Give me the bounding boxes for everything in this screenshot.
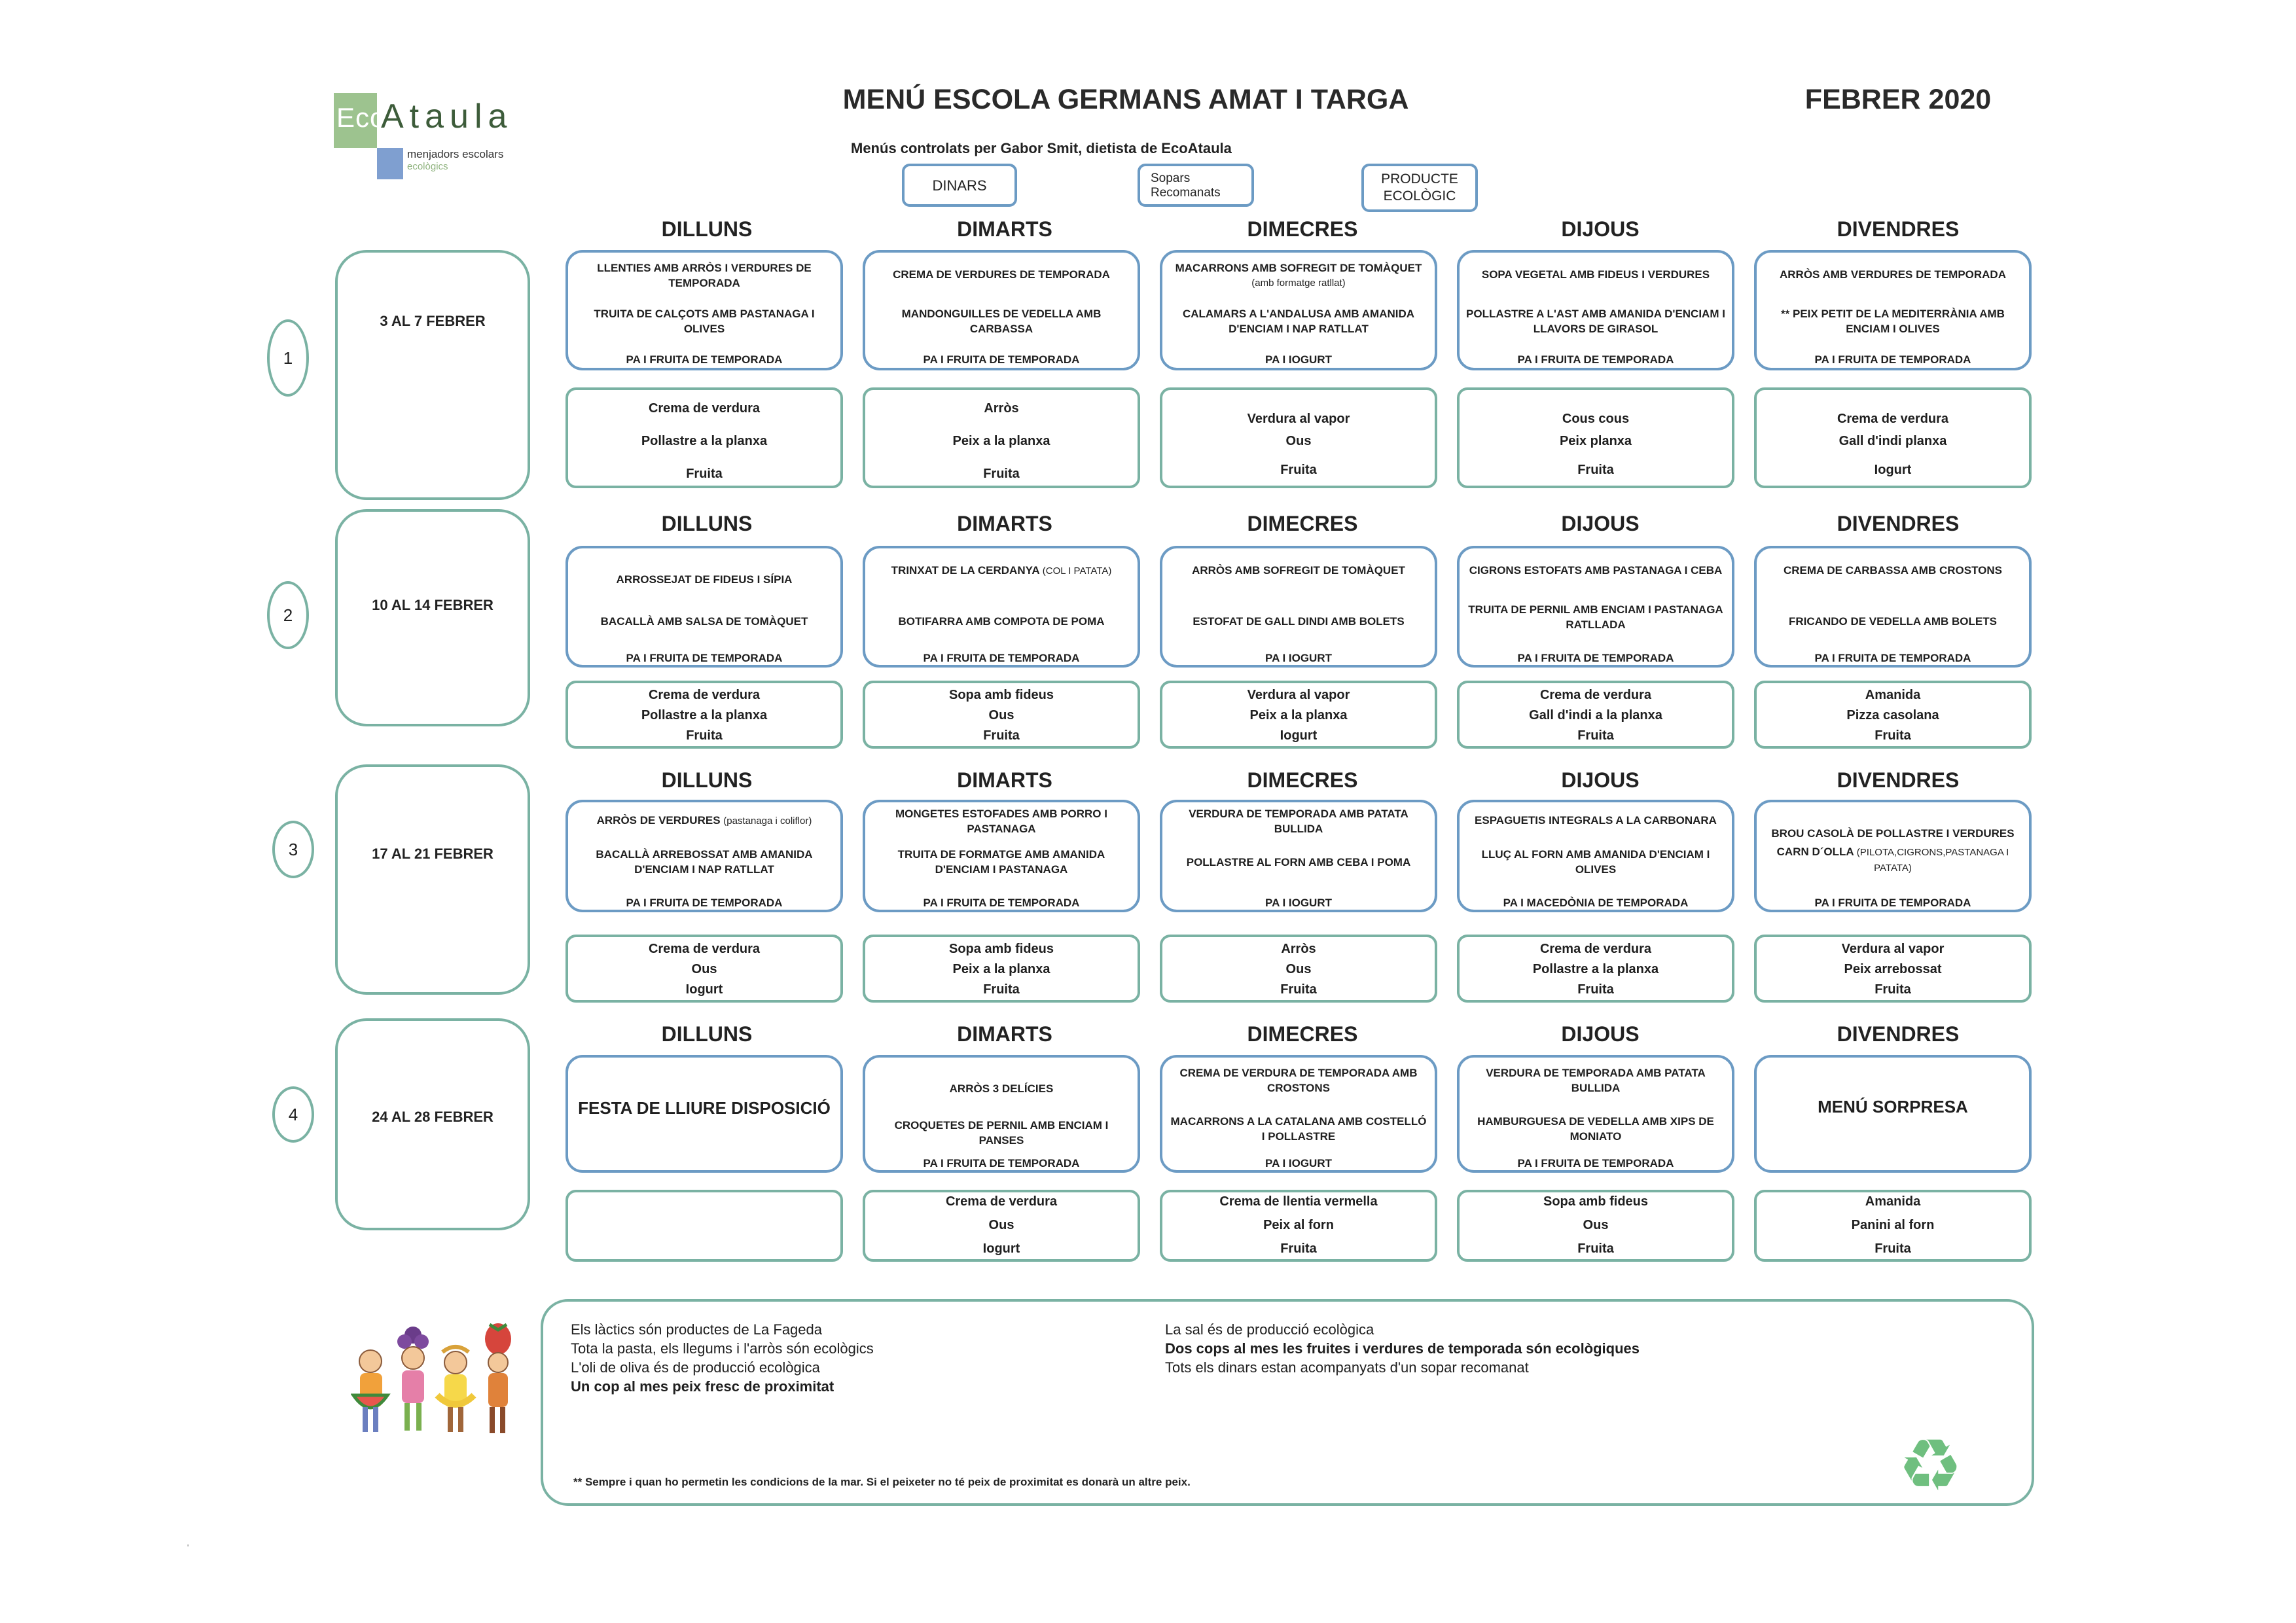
- dinner-item: Iogurt: [1280, 728, 1318, 743]
- fruit-children-illustration: [351, 1322, 521, 1446]
- lunch-first-course: ARRÒS 3 DELÍCIES: [949, 1082, 1054, 1095]
- dayname-dilluns: DILLUNS: [661, 768, 753, 792]
- dayname-dimecres: DIMECRES: [1247, 768, 1358, 792]
- note-item: Tota la pasta, els llegums i l'arròs són ecològics: [571, 1340, 874, 1357]
- dinner-item: Fruita: [983, 728, 1020, 743]
- dinner-item: Ous: [988, 708, 1014, 722]
- dinner-item: Cous cous: [1562, 412, 1630, 426]
- dinner-card: [1160, 387, 1437, 488]
- week-label: 10 AL 14 FEBRER: [372, 597, 493, 613]
- week-box: [335, 509, 530, 726]
- dinner-item: Iogurt: [982, 1241, 1020, 1256]
- lunch-dessert: PA I FRUITA DE TEMPORADA: [923, 897, 1080, 909]
- dinner-card: [1160, 681, 1437, 749]
- lunch-second-course: BACALLÀ ARREBOSSAT AMB AMANIDA D'ENCIAM I NAP RATLLAT: [596, 848, 813, 876]
- dinner-item: Iogurt: [685, 982, 723, 997]
- week-box: [335, 1018, 530, 1230]
- dinner-item: Amanida: [1865, 688, 1921, 702]
- dinner-item: Crema de verdura: [648, 688, 761, 702]
- lunch-dessert: PA I FRUITA DE TEMPORADA: [1814, 353, 1971, 366]
- footer-notes-box: [541, 1299, 2034, 1506]
- dinner-item: Fruita: [686, 728, 723, 743]
- dinner-item: Ous: [1285, 434, 1312, 448]
- lunch-second-course: HAMBURGUESA DE VEDELLA AMB XIPS DE MONIATO: [1477, 1115, 1714, 1143]
- week-box: [335, 250, 530, 500]
- dinner-item: Ous: [691, 962, 717, 976]
- dinner-item: Peix a la planxa: [952, 434, 1050, 448]
- lunch-first-course: ARRÒS AMB VERDURES DE TEMPORADA: [1779, 268, 2006, 281]
- week-box: [335, 764, 530, 995]
- dietist-note: Menús controlats per Gabor Smit, dietista de EcoAtaula: [851, 140, 1232, 156]
- dinner-item: Crema de verdura: [648, 401, 761, 416]
- dinner-item: Arròs: [1281, 942, 1316, 956]
- dinner-card: [1457, 935, 1734, 1003]
- dayname-dijous: DIJOUS: [1561, 1022, 1640, 1046]
- lunch-first-course: CREMA DE VERDURA DE TEMPORADA AMB CROSTONS: [1179, 1067, 1418, 1094]
- week-number: 4: [272, 1086, 314, 1143]
- notes-right: [1165, 1320, 1640, 1377]
- dinner-card: [565, 387, 843, 488]
- lunch-card: [1160, 546, 1437, 668]
- lunch-second-course: ** PEIX PETIT DE LA MEDITERRÀNIA AMB ENCIAM I OLIVES: [1781, 308, 2005, 335]
- lunch-card: [1754, 800, 2032, 912]
- dinner-item: Fruita: [1577, 728, 1614, 743]
- lunch-card: [1457, 250, 1734, 370]
- lunch-second-course: CARN D´OLLA: [1776, 846, 1854, 858]
- dinner-card: [1457, 1190, 1734, 1262]
- dinner-card: [863, 681, 1140, 749]
- lunch-dessert: PA I FRUITA DE TEMPORADA: [626, 353, 783, 366]
- lunch-surprise: MENÚ SORPRESA: [1818, 1097, 1968, 1116]
- lunch-first-course: SOPA VEGETAL AMB FIDEUS I VERDURES: [1481, 268, 1710, 281]
- lunch-card: [1160, 800, 1437, 912]
- dinner-item: Fruita: [1577, 1241, 1614, 1256]
- lunch-second-course: POLLASTRE A L'AST AMB AMANIDA D'ENCIAM I LLAVORS DE GIRASOL: [1466, 308, 1725, 335]
- lunch-card: [1160, 250, 1437, 370]
- dinner-item: Crema de verdura: [648, 942, 761, 956]
- dinner-item: Fruita: [1280, 982, 1317, 997]
- dinner-item: Fruita: [983, 467, 1020, 481]
- lunch-second-course: FRICANDO DE VEDELLA AMB BOLETS: [1789, 615, 1997, 628]
- dinner-card: [1457, 681, 1734, 749]
- lunch-card: [1457, 800, 1734, 912]
- dayname-dilluns: DILLUNS: [661, 512, 753, 535]
- dinner-item: Pollastre a la planxa: [641, 434, 768, 448]
- lunch-card: [1457, 546, 1734, 668]
- lunch-dessert: PA I FRUITA DE TEMPORADA: [1814, 897, 1971, 909]
- logo-eco-text: Eco: [336, 102, 386, 133]
- lunch-dessert: PA I MACEDÒNIA DE TEMPORADA: [1503, 897, 1689, 909]
- dinner-item: Verdura al vapor: [1841, 942, 1945, 956]
- dinner-card: [565, 935, 843, 1003]
- lunch-second-course: CROQUETES DE PERNIL AMB ENCIAM I PANSES: [894, 1119, 1109, 1147]
- dinner-item: Fruita: [1577, 463, 1614, 477]
- lunch-card: [1754, 1055, 2032, 1173]
- dinner-card: [1754, 935, 2032, 1003]
- lunch-dessert: PA I FRUITA DE TEMPORADA: [1814, 652, 1971, 664]
- dinner-item: Peix a la planxa: [1249, 708, 1348, 722]
- dinner-item: Fruita: [1280, 1241, 1317, 1256]
- lunch-first-course-note: (pastanaga i coliflor): [723, 815, 812, 827]
- dinner-item: Sopa amb fideus: [948, 942, 1054, 956]
- lunch-second-course: BOTIFARRA AMB COMPOTA DE POMA: [898, 615, 1105, 628]
- lunch-second-course: TRUITA DE CALÇOTS AMB PASTANAGA I OLIVES: [594, 308, 815, 335]
- lunch-dessert: PA I FRUITA DE TEMPORADA: [923, 652, 1080, 664]
- dinner-item: Pollastre a la planxa: [641, 708, 768, 722]
- lunch-card: [565, 800, 843, 912]
- legend-dinars-label: DINARS: [932, 177, 987, 194]
- lunch-first-course-note: (amb formatge ratllat): [1251, 277, 1346, 289]
- dinner-card: [1754, 387, 2032, 488]
- dinner-card: [1457, 387, 1734, 488]
- lunch-second-course: POLLASTRE AL FORN AMB CEBA I POMA: [1186, 856, 1411, 868]
- dinner-item: Arròs: [984, 401, 1019, 416]
- dayname-divendres: DIVENDRES: [1837, 1022, 1960, 1046]
- lunch-card: [565, 546, 843, 668]
- logo-subtitle-eco: ecològics: [407, 161, 448, 172]
- footnote: ** Sempre i quan ho permetin les condicions de la mar. Si el peixeter no té peix de proximitat es donarà un altre peix.: [573, 1476, 1191, 1488]
- legend-sopars-line2: Recomanats: [1151, 186, 1221, 200]
- dinner-item: Amanida: [1865, 1194, 1921, 1209]
- lunch-first-course: ARRÒS DE VERDURES: [596, 814, 721, 827]
- dinner-item: Gall d'indi planxa: [1839, 434, 1947, 448]
- dinner-item: Sopa amb fideus: [1543, 1194, 1649, 1209]
- dayname-dijous: DIJOUS: [1561, 217, 1640, 241]
- lunch-second-course: MANDONGUILLES DE VEDELLA AMB CARBASSA: [901, 308, 1102, 335]
- week-number: 3: [272, 821, 314, 878]
- lunch-card: [1160, 1055, 1437, 1173]
- note-item: Dos cops al mes les fruites i verdures de temporada són ecològiques: [1165, 1340, 1640, 1357]
- legend-sopars: [1138, 164, 1254, 207]
- lunch-first-course: BROU CASOLÀ DE POLLASTRE I VERDURES: [1771, 827, 2015, 840]
- week-label: 17 AL 21 FEBRER: [372, 846, 493, 862]
- dinner-item: Peix a la planxa: [952, 962, 1050, 976]
- note-item: Els làctics són productes de La Fageda: [571, 1321, 823, 1338]
- lunch-second-course: MACARRONS A LA CATALANA AMB COSTELLÓ I POLLASTRE: [1170, 1115, 1427, 1143]
- lunch-second-course: CALAMARS A L'ANDALUSA AMB AMANIDA D'ENCIAM I NAP RATLLAT: [1182, 308, 1415, 335]
- lunch-second-course: TRUITA DE FORMATGE AMB AMANIDA D'ENCIAM I PASTANAGA: [897, 848, 1105, 876]
- dayname-dimarts: DIMARTS: [957, 217, 1052, 241]
- note-item: L'oli de oliva és de producció ecològica: [571, 1359, 820, 1376]
- dinner-item: Peix arrebossat: [1844, 962, 1942, 976]
- dinner-item: Crema de verdura: [945, 1194, 1058, 1209]
- dinner-item: Fruita: [1874, 1241, 1911, 1256]
- lunch-dessert: PA I FRUITA DE TEMPORADA: [1517, 1157, 1674, 1169]
- dinner-item: Ous: [1583, 1218, 1609, 1232]
- lunch-dessert: PA I IOGURT: [1265, 1157, 1332, 1169]
- lunch-second-course: LLUÇ AL FORN AMB AMANIDA D'ENCIAM I OLIVES: [1481, 848, 1710, 876]
- dinner-item: Panini al forn: [1851, 1218, 1935, 1232]
- dinner-item: Fruita: [1280, 463, 1317, 477]
- dinner-item: Crema de llentia vermella: [1219, 1194, 1378, 1209]
- dayname-dilluns: DILLUNS: [661, 217, 753, 241]
- dinner-card: [863, 387, 1140, 488]
- dinner-card: [1160, 935, 1437, 1003]
- dinner-item: Crema de verdura: [1837, 412, 1949, 426]
- lunch-card: [1754, 546, 2032, 668]
- dayname-dijous: DIJOUS: [1561, 768, 1640, 792]
- dayname-dimarts: DIMARTS: [957, 768, 1052, 792]
- lunch-dessert: PA I FRUITA DE TEMPORADA: [923, 1157, 1080, 1169]
- lunch-first-course: ESPAGUETIS INTEGRALS A LA CARBONARA: [1475, 814, 1717, 827]
- lunch-first-course: VERDURA DE TEMPORADA AMB PATATA BULLIDA: [1486, 1067, 1706, 1094]
- dinner-item: Ous: [988, 1218, 1014, 1232]
- lunch-dessert: PA I FRUITA DE TEMPORADA: [1517, 353, 1674, 366]
- dayname-dimecres: DIMECRES: [1247, 1022, 1358, 1046]
- dinner-item: Peix al forn: [1263, 1218, 1334, 1232]
- logo-ataula-text: Ataula: [381, 98, 513, 135]
- dinner-item: Iogurt: [1874, 463, 1912, 477]
- dayname-dilluns: DILLUNS: [661, 1022, 753, 1046]
- dinner-card: [1754, 1190, 2032, 1262]
- dinner-card: [863, 1190, 1140, 1262]
- lunch-first-course: ARROSSEJAT DE FIDEUS I SÍPIA: [616, 573, 793, 586]
- dinner-item: Verdura al vapor: [1247, 688, 1350, 702]
- dinner-card-empty: [565, 1190, 843, 1262]
- lunch-first-course: LLENTIES AMB ARRÒS I VERDURES DE TEMPORADA: [597, 262, 812, 289]
- dayname-dimarts: DIMARTS: [957, 512, 1052, 535]
- lunch-first-course: MONGETES ESTOFADES AMB PORRO I PASTANAGA: [895, 808, 1107, 835]
- dayname-divendres: DIVENDRES: [1837, 217, 1960, 241]
- legend-sopars-line1: Sopars: [1151, 171, 1191, 185]
- dinner-card: [565, 681, 843, 749]
- week-number: 2: [267, 581, 309, 649]
- lunch-dessert: PA I IOGURT: [1265, 652, 1332, 664]
- legend-producte-line1: PRODUCTE: [1381, 171, 1458, 187]
- logo-subtitle: menjadors escolars: [407, 148, 504, 160]
- lunch-second-course-note: (PILOTA,CIGRONS,PASTANAGA I PATATA): [1856, 847, 2009, 874]
- dinner-item: Peix planxa: [1559, 434, 1632, 448]
- month-title: FEBRER 2020: [1804, 84, 1992, 115]
- dayname-divendres: DIVENDRES: [1837, 512, 1960, 535]
- lunch-card: [863, 546, 1140, 668]
- week-number: 1: [267, 319, 309, 397]
- lunch-second-course: TRUITA DE PERNIL AMB ENCIAM I PASTANAGA RATLLADA: [1468, 603, 1723, 631]
- scan-dot: [187, 1544, 189, 1546]
- dayname-dimecres: DIMECRES: [1247, 512, 1358, 535]
- dayname-dijous: DIJOUS: [1561, 512, 1640, 535]
- lunch-dessert: PA I IOGURT: [1265, 897, 1332, 909]
- dayname-dimecres: DIMECRES: [1247, 217, 1358, 241]
- lunch-first-course: ARRÒS AMB SOFREGIT DE TOMÀQUET: [1192, 564, 1405, 577]
- ecoataula-logo: [334, 84, 530, 182]
- lunch-first-course: CIGRONS ESTOFATS AMB PASTANAGA I CEBA: [1469, 564, 1723, 577]
- recycle-icon: ♻: [1898, 1425, 1963, 1506]
- dayname-divendres: DIVENDRES: [1837, 768, 1960, 792]
- dinner-item: Verdura al vapor: [1247, 412, 1350, 426]
- legend-producte-ecologic: [1361, 164, 1478, 212]
- lunch-holiday: FESTA DE LLIURE DISPOSICIÓ: [578, 1098, 831, 1118]
- lunch-dessert: PA I FRUITA DE TEMPORADA: [923, 353, 1080, 366]
- lunch-card: [565, 250, 843, 370]
- dinner-item: Crema de verdura: [1539, 688, 1652, 702]
- lunch-dessert: PA I FRUITA DE TEMPORADA: [626, 897, 783, 909]
- lunch-second-course: ESTOFAT DE GALL DINDI AMB BOLETS: [1193, 615, 1405, 628]
- dinner-item: Fruita: [983, 982, 1020, 997]
- lunch-dessert: PA I IOGURT: [1265, 353, 1332, 366]
- week-label: 3 AL 7 FEBRER: [380, 313, 486, 329]
- dinner-item: Sopa amb fideus: [948, 688, 1054, 702]
- lunch-card: [863, 1055, 1140, 1173]
- page-title: MENÚ ESCOLA GERMANS AMAT I TARGA: [842, 84, 1409, 115]
- dinner-item: Pollastre a la planxa: [1532, 962, 1659, 976]
- dinner-item: Fruita: [686, 467, 723, 481]
- dinner-card: [863, 935, 1140, 1003]
- dinner-item: Gall d'indi a la planxa: [1529, 708, 1662, 722]
- lunch-card: [1754, 250, 2032, 370]
- dinner-card: [1754, 681, 2032, 749]
- dinner-item: Pizza casolana: [1846, 708, 1939, 722]
- lunch-first-course: TRINXAT DE LA CERDANYA: [891, 564, 1040, 577]
- lunch-card: [1457, 1055, 1734, 1173]
- note-item: Un cop al mes peix fresc de proximitat: [571, 1378, 834, 1395]
- lunch-card: [863, 800, 1140, 912]
- dayname-dimarts: DIMARTS: [957, 1022, 1052, 1046]
- dinner-item: Fruita: [1874, 728, 1911, 743]
- dinner-item: Ous: [1285, 962, 1312, 976]
- lunch-dessert: PA I FRUITA DE TEMPORADA: [1517, 652, 1674, 664]
- note-item: La sal és de producció ecològica: [1165, 1321, 1374, 1338]
- lunch-first-course: CREMA DE VERDURES DE TEMPORADA: [893, 268, 1110, 281]
- lunch-card: [863, 250, 1140, 370]
- lunch-first-course: MACARRONS AMB SOFREGIT DE TOMÀQUET: [1175, 262, 1422, 274]
- legend-dinars: [902, 164, 1017, 207]
- dinner-item: Crema de verdura: [1539, 942, 1652, 956]
- dinner-card: [1160, 1190, 1437, 1262]
- lunch-first-course: CREMA DE CARBASSA AMB CROSTONS: [1783, 564, 2003, 577]
- lunch-first-course-note: (COL I PATATA): [1042, 565, 1112, 577]
- week-label: 24 AL 28 FEBRER: [372, 1109, 493, 1125]
- dinner-item: Fruita: [1577, 982, 1614, 997]
- lunch-dessert: PA I FRUITA DE TEMPORADA: [626, 652, 783, 664]
- lunch-first-course: VERDURA DE TEMPORADA AMB PATATA BULLIDA: [1189, 808, 1408, 835]
- lunch-card: [565, 1055, 843, 1173]
- dinner-item: Fruita: [1874, 982, 1911, 997]
- notes-left: [571, 1320, 874, 1396]
- legend-producte-line2: ECOLÒGIC: [1383, 188, 1456, 204]
- logo-blue-square: [377, 148, 403, 179]
- note-item: Tots els dinars estan acompanyats d'un sopar recomanat: [1165, 1359, 1529, 1376]
- lunch-second-course: BACALLÀ AMB SALSA DE TOMÀQUET: [600, 615, 808, 628]
